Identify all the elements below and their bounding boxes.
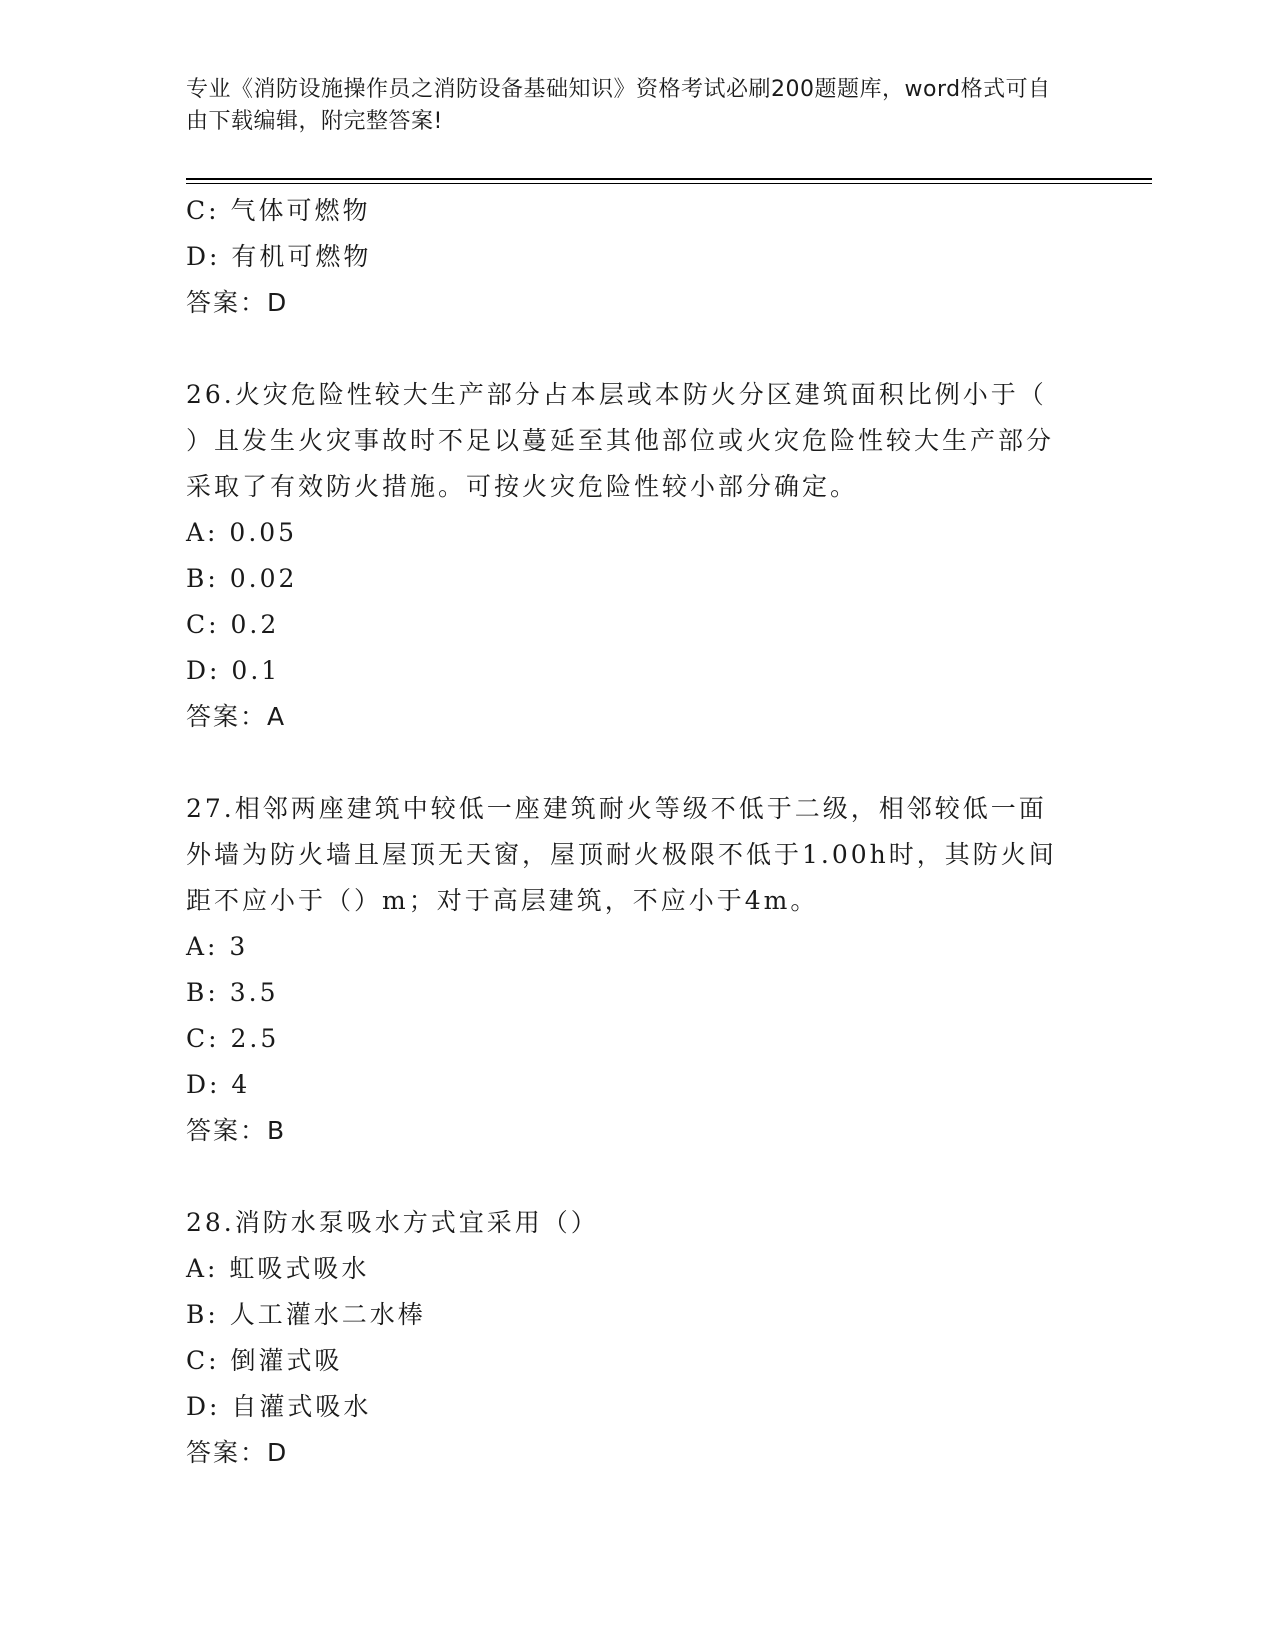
option-c: C: 倒灌式吸 [186,1346,343,1375]
option-d: D: 自灌式吸水 [186,1392,372,1421]
option-c: C: 0.2 [186,610,280,639]
option-c: C: 气体可燃物 [186,196,371,225]
document-header: 专业《消防设施操作员之消防设备基础知识》资格考试必刷200题题库，word格式可自由下载编辑，附完整答案! [186,77,1051,134]
answer-line: 答案：D [186,288,289,317]
answer-line: 答案：B [186,1116,287,1145]
option-b: B: 3.5 [186,978,279,1007]
question-26 [186,372,1066,740]
option-a: A: 虹吸式吸水 [186,1254,370,1283]
question-28 [186,1200,1066,1476]
header-divider-thin [186,183,1152,184]
option-b: B: 0.02 [186,564,298,593]
option-a: A: 3 [186,932,249,961]
question-stem: 26.火灾危险性较大生产部分占本层或本防火分区建筑面积比例小于（ ）且发生火灾事故时不足以蔓延至其他部位或火灾危险性较大生产部分采取了有效防火措施。可按火灾危险性较小部分确定。 [186,380,1055,501]
question-stem: 28.消防水泵吸水方式宜采用（） [186,1208,599,1237]
option-c: C: 2.5 [186,1024,280,1053]
header-divider-thick [186,178,1152,180]
option-d: D: 0.1 [186,656,281,685]
option-d: D: 4 [186,1070,251,1099]
option-d: D: 有机可燃物 [186,242,372,271]
answer-line: 答案：A [186,702,287,731]
question-fragment [186,188,1066,326]
question-list [186,188,1066,1476]
answer-line: 答案：D [186,1438,289,1467]
question-27 [186,786,1066,1154]
option-a: A: 0.05 [186,518,298,547]
option-b: B: 人工灌水二水棒 [186,1300,426,1329]
question-stem: 27.相邻两座建筑中较低一座建筑耐火等级不低于二级，相邻较低一面外墙为防火墙且屋顶无天窗，屋顶耐火极限不低于1.00h时，其防火间距不应小于（）m；对于高层建筑，不应小于4m。 [186,794,1057,915]
